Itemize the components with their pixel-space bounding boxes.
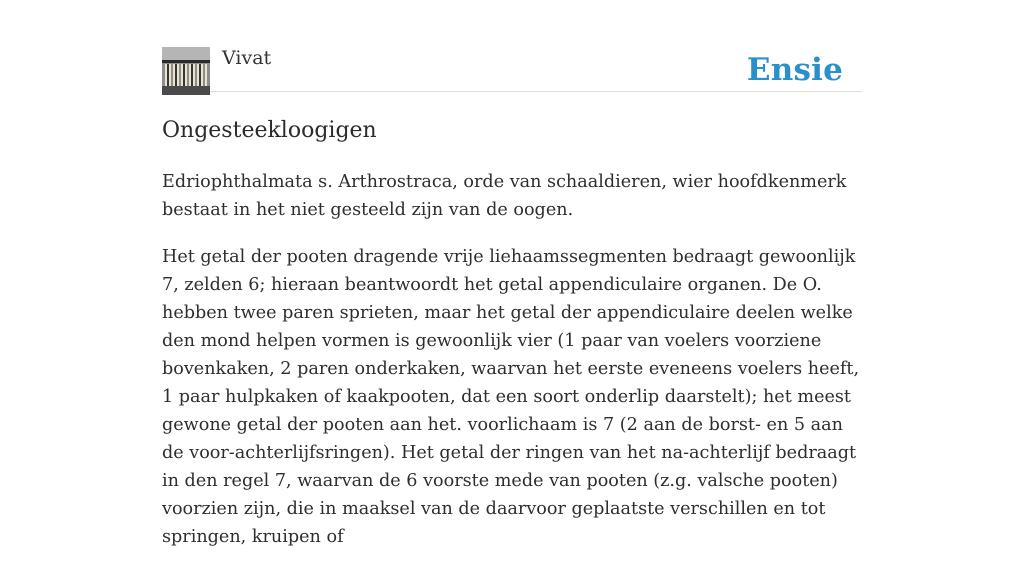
article-page	[162, 0, 862, 547]
article-body	[162, 168, 862, 570]
paragraph: Het getal der pooten dragende vrije liehaamssegmenten bedraagt gewoonlijk 7, zelden 6; hieraan beantwoordt het getal appendiculaire organen. De O. hebben twee paren sprieten, maar het getal der appendiculaire deelen welke den mond helpen vormen is gewoonlijk vier (1 paar van voelers voorziene bovenkaken, 2 paren onderkaken, waarvan het eerste eveneens voelers heeft, 1 paar hulpkaken of kaakpooten, dat een soort onderlip daarstelt); het meest gewone getal der pooten aan het. voorlichaam is 7 (2 aan de borst- en 5 aan de voor-achterlijfsringen). Het getal der ringen van het na-achterlijf bedraagt in den regel 7, waarvan de 6 voorste mede van pooten (z.g. valsche pooten) voorzien zijn, die in maaksel van de daarvoor geplaatste verschillen en tot springen, kruipen of	[162, 247, 860, 547]
paragraph: Edriophthalmata s. Arthrostraca, orde van schaaldieren, wier hoofdkenmerk bestaat in het niet gesteeld zijn van de oogen.	[162, 172, 847, 220]
page-title: Ongesteekloogigen	[162, 118, 377, 143]
author-name[interactable]: Vivat	[222, 47, 272, 69]
books-icon	[162, 47, 210, 95]
avatar[interactable]	[162, 47, 210, 95]
header	[162, 0, 862, 92]
brand-logo[interactable]: Ensie	[746, 52, 843, 88]
